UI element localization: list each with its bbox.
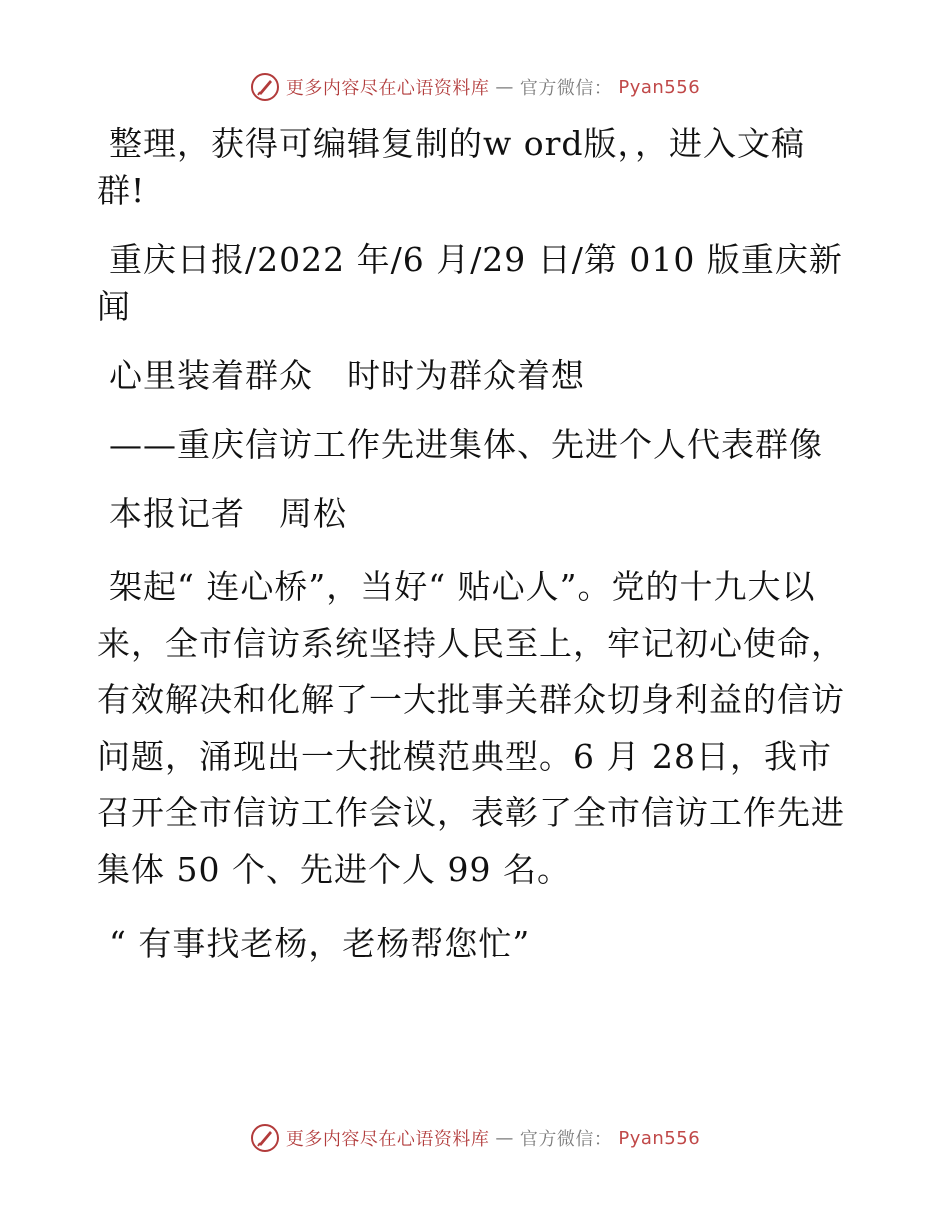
byline: 本报记者 周松 [109, 494, 347, 533]
document-body [97, 120, 847, 989]
quill-logo-icon [250, 72, 280, 102]
watermark-separator: — [495, 76, 514, 98]
watermark-wechat-label: 官方微信： [519, 1129, 613, 1150]
header-watermark [0, 72, 950, 102]
subheadline: ——重庆信访工作先进集体、先进个人代表群像 [109, 425, 823, 464]
quill-logo-icon [250, 1123, 280, 1153]
watermark-handle: Pyan556 [618, 1127, 701, 1149]
intro-text: 整理，获得可编辑复制的w ord版，，进入文稿群! [97, 124, 806, 210]
watermark-brand: 更多内容尽在心语资料库 [285, 1129, 490, 1150]
section-title: “ 有事找老杨，老杨帮您忙” [109, 924, 531, 963]
watermark-separator: — [495, 1127, 514, 1149]
watermark-handle: Pyan556 [618, 76, 701, 98]
headline: 心里装着群众 时时为群众着想 [109, 356, 585, 395]
body-paragraph: 架起“ 连心桥”，当好“ 贴心人”。党的十九大以来，全市信访系统坚持人民至上，牢记初心使命，有效解决和化解了一大批事关群众切身利益的信访问题，涌现出一大批模范典型。6 月 28日，我市召开全市信访工作会议，表彰了全市信访工作先进集体 50 个、先进个人 99 名。 [97, 567, 845, 889]
watermark-wechat-label: 官方微信： [519, 78, 613, 99]
source-line: 重庆日报/2022 年/6 月/29 日/第 010 版重庆新闻 [97, 240, 843, 326]
watermark-brand: 更多内容尽在心语资料库 [285, 78, 490, 99]
footer-watermark [0, 1123, 950, 1153]
